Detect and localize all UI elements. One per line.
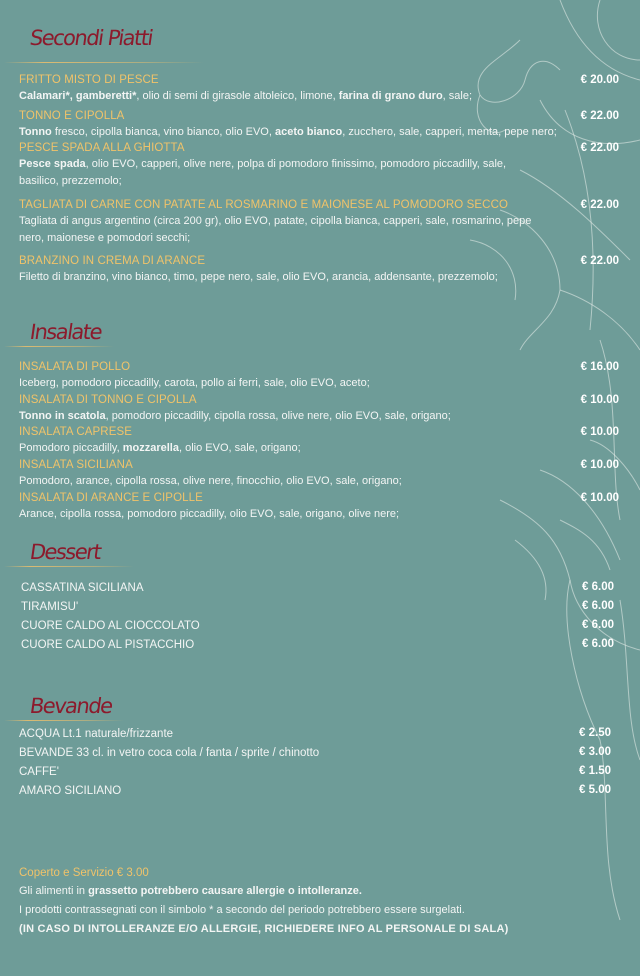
item-name: AMARO SICILIANO	[19, 785, 122, 797]
menu-item-pesce-spada	[19, 140, 619, 190]
item-price: € 22.00	[580, 142, 619, 154]
section-title-insalate: Insalate	[28, 320, 103, 344]
allergy-note-prefix: Gli alimenti in	[19, 885, 89, 897]
description-text: Pomodoro, arance, cipolla rossa, olive nere, finocchio, olio EVO, sale, origano;	[19, 475, 402, 487]
item-name: ACQUA Lt.1 naturale/frizzante	[19, 728, 174, 740]
item-name: FRITTO MISTO DI PESCE	[19, 74, 159, 86]
description-text: , zucchero, sale, capperi, menta, pepe nero;	[342, 126, 557, 138]
drink-item	[19, 724, 611, 742]
item-price: € 6.00	[582, 581, 614, 593]
item-price: € 22.00	[580, 199, 619, 211]
allergen-text: Calamari*, gamberetti*	[19, 90, 137, 102]
item-price: € 10.00	[580, 426, 619, 438]
item-price: € 10.00	[580, 394, 619, 406]
item-name: INSALATA CAPRESE	[19, 426, 133, 438]
description-text: , olio di semi di girasole altoleico, limone,	[136, 90, 339, 102]
item-name: INSALATA DI ARANCE E CIPOLLE	[19, 492, 203, 504]
drink-item	[19, 781, 611, 799]
allergen-text: Tonno	[19, 126, 52, 138]
description-text: Arance, cipolla rossa, pomodoro piccadilly, olio EVO, sale, origano, olive nere;	[19, 508, 400, 520]
menu-item-insalata-pollo	[19, 359, 619, 392]
description-text: Filetto di branzino, vino bianco, timo, pepe nero, sale, olio EVO, arancia, addensante, prezzemolo;	[19, 271, 498, 283]
description-text: fresco, cipolla bianca, vino bianco, olio EVO,	[51, 126, 275, 138]
item-name: TONNO E CIPOLLA	[19, 110, 125, 122]
item-description	[19, 124, 619, 141]
description-text: Pomodoro piccadilly,	[19, 442, 123, 454]
item-price: € 6.00	[582, 638, 614, 650]
menu-item-tagliata	[19, 197, 619, 247]
menu-item-insalata-siciliana	[19, 457, 619, 490]
allergy-note	[19, 882, 619, 901]
item-description	[19, 88, 544, 105]
dessert-item	[21, 616, 614, 634]
menu-item-insalata-caprese	[19, 424, 619, 457]
allergen-text: farina di grano duro	[338, 90, 443, 102]
drink-item	[19, 743, 611, 761]
allergen-text: mozzarella	[122, 442, 179, 454]
item-name: CAFFE'	[19, 766, 59, 778]
dessert-item	[21, 578, 614, 596]
item-price: € 16.00	[580, 361, 619, 373]
item-price: € 5.00	[579, 784, 611, 796]
menu-item-insalata-arance	[19, 490, 619, 523]
item-price: € 1.50	[579, 765, 611, 777]
menu-item-branzino	[19, 253, 619, 286]
item-description	[19, 269, 544, 286]
section-underline	[4, 346, 114, 347]
item-price: € 10.00	[580, 492, 619, 504]
dessert-item	[21, 635, 614, 653]
item-price: € 2.50	[579, 727, 611, 739]
item-description	[19, 408, 544, 425]
item-price: € 10.00	[580, 459, 619, 471]
drink-item	[19, 762, 611, 780]
item-name: INSALATA DI POLLO	[19, 361, 131, 373]
item-description	[19, 156, 544, 190]
item-name: CASSATINA SICILIANA	[21, 582, 144, 594]
section-underline	[4, 62, 204, 63]
item-price: € 6.00	[582, 600, 614, 612]
menu-item-tonno-cipolla	[19, 108, 619, 141]
description-text: , sale;	[442, 90, 473, 102]
item-name: TIRAMISU'	[21, 601, 79, 613]
description-text: , olio EVO, sale, origano;	[178, 442, 301, 454]
menu-item-insalata-tonno	[19, 392, 619, 425]
allergen-text: Pesce spada	[19, 158, 86, 170]
item-name: INSALATA SICILIANA	[19, 459, 133, 471]
description-text: , pomodoro piccadilly, cipolla rossa, olive nere, olio EVO, sale, origano;	[105, 410, 451, 422]
item-name: CUORE CALDO AL CIOCCOLATO	[21, 620, 200, 632]
allergy-note-bold: grassetto potrebbero causare allergie o intolleranze.	[88, 885, 362, 897]
item-price: € 6.00	[582, 619, 614, 631]
menu-footer	[19, 864, 619, 939]
item-price: € 22.00	[580, 110, 619, 122]
allergen-text: Tonno in scatola	[19, 410, 106, 422]
item-description	[19, 375, 544, 392]
item-name: TAGLIATA DI CARNE CON PATATE AL ROSMARINO E MAIONESE AL POMODORO SECCO	[19, 199, 509, 211]
item-name: CUORE CALDO AL PISTACCHIO	[21, 639, 195, 651]
section-underline	[4, 720, 124, 721]
frozen-note: I prodotti contrassegnati con il simbolo * a secondo del periodo potrebbero essere surgelati.	[19, 904, 465, 916]
item-price: € 20.00	[580, 74, 619, 86]
item-description	[19, 440, 544, 457]
item-name: BRANZINO IN CREMA DI ARANCE	[19, 255, 206, 267]
item-description	[19, 473, 544, 490]
item-description	[19, 506, 544, 523]
section-underline	[4, 566, 134, 567]
section-title-dessert: Dessert	[28, 540, 102, 564]
description-text: , olio EVO, capperi, olive nere, polpa di pomodoro finissimo, pomodoro piccadilly, sale, basilico, prezzemolo;	[19, 158, 507, 187]
menu-item-fritto-misto	[19, 72, 619, 105]
item-price: € 22.00	[580, 255, 619, 267]
cover-charge: Coperto e Servizio € 3.00	[19, 867, 149, 879]
item-price: € 3.00	[579, 746, 611, 758]
description-text: Tagliata di angus argentino (circa 200 gr), olio EVO, patate, cipolla bianca, capperi, sale, rosmarino, pepe nero, maionese e pomodori secchi;	[19, 215, 532, 244]
item-description	[19, 213, 544, 247]
description-text: Iceberg, pomodoro piccadilly, carota, pollo ai ferri, sale, olio EVO, aceto;	[19, 377, 370, 389]
item-name: BEVANDE 33 cl. in vetro coca cola / fanta / sprite / chinotto	[19, 747, 320, 759]
dessert-item	[21, 597, 614, 615]
section-title-bevande: Bevande	[28, 694, 114, 718]
item-name: INSALATA DI TONNO E CIPOLLA	[19, 394, 197, 406]
item-name: PESCE SPADA ALLA GHIOTTA	[19, 142, 185, 154]
allergen-text: aceto bianco	[274, 126, 343, 138]
section-title-secondi-piatti: Secondi Piatti	[28, 26, 154, 50]
intolerance-warning: (IN CASO DI INTOLLERANZE E/O ALLERGIE, RICHIEDERE INFO AL PERSONALE DI SALA)	[19, 923, 509, 935]
